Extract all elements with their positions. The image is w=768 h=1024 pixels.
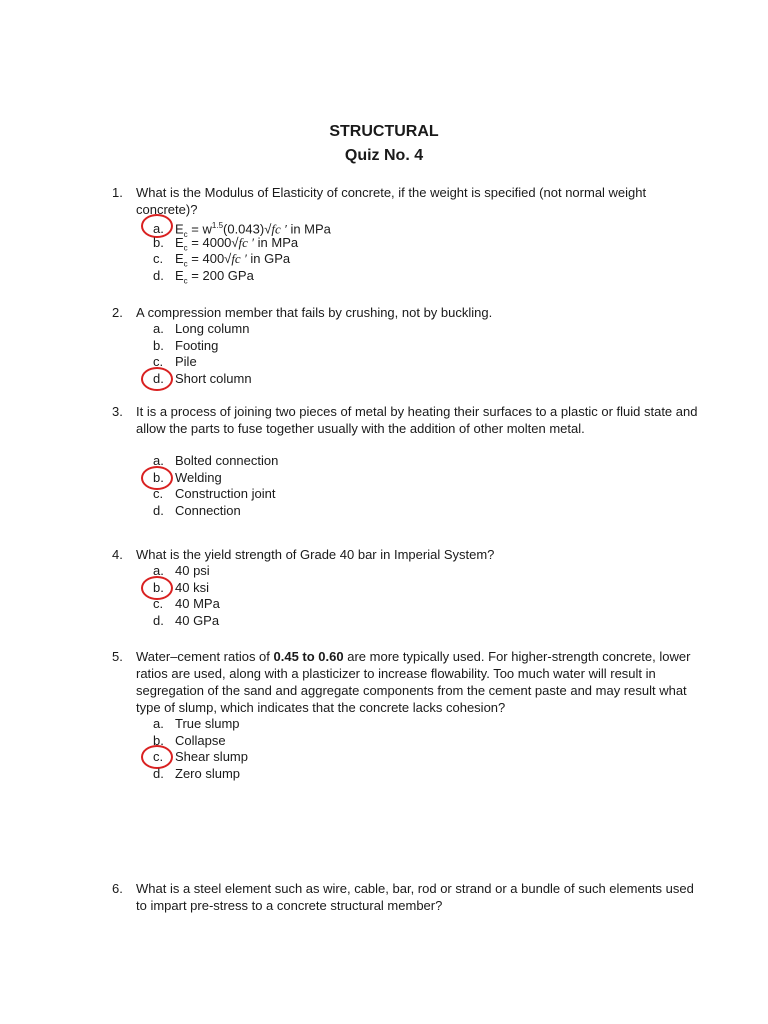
option-text: = w	[187, 221, 212, 237]
option-d	[153, 503, 702, 520]
option-letter: a.	[153, 563, 164, 578]
option-letter: a.	[153, 716, 164, 731]
quiz-number-title: Quiz No. 4	[344, 147, 424, 164]
option-a	[153, 563, 702, 580]
quiz-subject-title: STRUCTURAL	[329, 123, 439, 140]
option-text: Shear slump	[175, 749, 248, 764]
option-text: = 400√	[187, 251, 232, 266]
question-number: 2.	[112, 305, 123, 320]
option-list	[153, 453, 702, 519]
option-list	[153, 716, 702, 782]
question-stem: A compression member that fails by crushing, not by buckling.	[136, 305, 493, 320]
option-letter: d.	[153, 765, 164, 781]
option-d	[153, 371, 702, 388]
stem-text: Water–cement ratios of	[136, 649, 274, 664]
stem-emphasis: 0.45 to 0.60	[273, 649, 344, 664]
option-letter: d.	[153, 370, 164, 386]
option-text: = 200 GPa	[187, 267, 254, 283]
question-6	[112, 880, 702, 914]
option-c	[153, 354, 702, 371]
question-stem	[136, 648, 702, 716]
fc-symbol: fc ′	[231, 251, 247, 266]
option-letter: a.	[153, 453, 164, 468]
modulus-symbol: E	[175, 234, 184, 250]
question-3	[112, 403, 702, 519]
subscript: c	[183, 243, 188, 253]
option-text: Pile	[175, 354, 197, 369]
question-1	[112, 184, 702, 284]
option-letter: b.	[153, 732, 164, 748]
modulus-symbol: E	[175, 221, 184, 237]
fc-symbol: fc ′	[271, 221, 287, 237]
option-text: True slump	[175, 716, 240, 731]
option-d	[153, 268, 702, 285]
answer-circle-mark	[141, 367, 173, 391]
fc-symbol: fc ′	[238, 234, 255, 250]
question-stem: It is a process of joining two pieces of metal by heating their surfaces to a plastic or fluid state and allow the parts to fuse together usually with the addition of other molten metal.	[136, 404, 698, 436]
modulus-symbol: E	[175, 267, 184, 283]
option-text: 40 psi	[175, 563, 210, 578]
option-letter: b.	[153, 469, 164, 485]
option-a	[153, 321, 702, 338]
subscript: c	[183, 276, 188, 286]
option-text: Long column	[175, 321, 250, 336]
option-a	[153, 218, 702, 239]
option-text: Welding	[175, 469, 222, 485]
option-text: in GPa	[246, 251, 291, 266]
question-2	[112, 304, 702, 387]
option-letter: c.	[153, 251, 164, 266]
option-b	[153, 733, 702, 750]
option-c	[153, 486, 702, 503]
option-a	[153, 716, 702, 733]
option-letter: b.	[153, 337, 164, 353]
option-text: in MPa	[254, 234, 299, 250]
question-number: 3.	[112, 404, 123, 419]
option-text: = 4000√	[187, 234, 239, 250]
option-letter: b.	[153, 579, 164, 595]
option-a	[153, 453, 702, 470]
option-c	[153, 596, 702, 613]
subscript: c	[183, 229, 188, 239]
question-number: 1.	[112, 185, 123, 200]
subscript: c	[183, 259, 188, 269]
question-number: 4.	[112, 547, 123, 562]
option-b	[153, 580, 702, 597]
option-letter: c.	[153, 596, 164, 611]
option-text: Zero slump	[175, 765, 241, 781]
option-list	[153, 563, 702, 629]
option-text: Short column	[175, 370, 252, 386]
question-stem: What is a steel element such as wire, cable, bar, rod or strand or a bundle of such elements used to impart pre-stress to a concrete structural member?	[136, 881, 694, 913]
stem-text: are more typically used. For higher-strength concrete, lower ratios are used, along with a plasticizer to increase flowability. Too much water will result in segregation of the sand and aggregate components from the cement paste and may result what type of slump, which indicates that the concrete lacks cohesion?	[136, 649, 691, 715]
option-d	[153, 613, 702, 630]
option-text: Connection	[175, 502, 241, 518]
option-c	[153, 749, 702, 766]
option-text: Footing	[175, 337, 219, 353]
option-text: 40 ksi	[175, 579, 209, 595]
option-b	[153, 235, 702, 252]
question-5	[112, 648, 702, 782]
question-stem: What is the Modulus of Elasticity of concrete, if the weight is specified (not normal weight concrete)?	[136, 185, 647, 217]
option-text: in MPa	[286, 221, 331, 237]
option-letter: d.	[153, 267, 164, 283]
option-letter: a.	[153, 221, 164, 237]
option-list	[153, 321, 702, 387]
option-letter: c.	[153, 486, 164, 501]
question-stem: What is the yield strength of Grade 40 bar in Imperial System?	[136, 547, 495, 562]
option-text: (0.043)√	[223, 221, 272, 237]
option-letter: c.	[153, 749, 164, 764]
option-text: Collapse	[175, 732, 226, 748]
option-text: Construction joint	[175, 486, 276, 501]
option-letter: c.	[153, 354, 164, 369]
question-number: 6.	[112, 881, 123, 896]
option-b	[153, 470, 702, 487]
option-text: 40 GPa	[175, 612, 220, 628]
option-d	[153, 766, 702, 783]
option-letter: d.	[153, 502, 164, 518]
exponent: 1.5	[211, 221, 224, 230]
option-letter: d.	[153, 612, 164, 628]
option-letter: b.	[153, 234, 164, 250]
option-list	[153, 218, 702, 284]
modulus-symbol: E	[175, 251, 184, 266]
option-text: 40 MPa	[175, 596, 220, 611]
option-letter: a.	[153, 321, 164, 336]
question-number: 5.	[112, 649, 123, 664]
question-4	[112, 546, 702, 629]
option-c	[153, 251, 702, 268]
option-text: Bolted connection	[175, 453, 279, 468]
option-b	[153, 338, 702, 355]
